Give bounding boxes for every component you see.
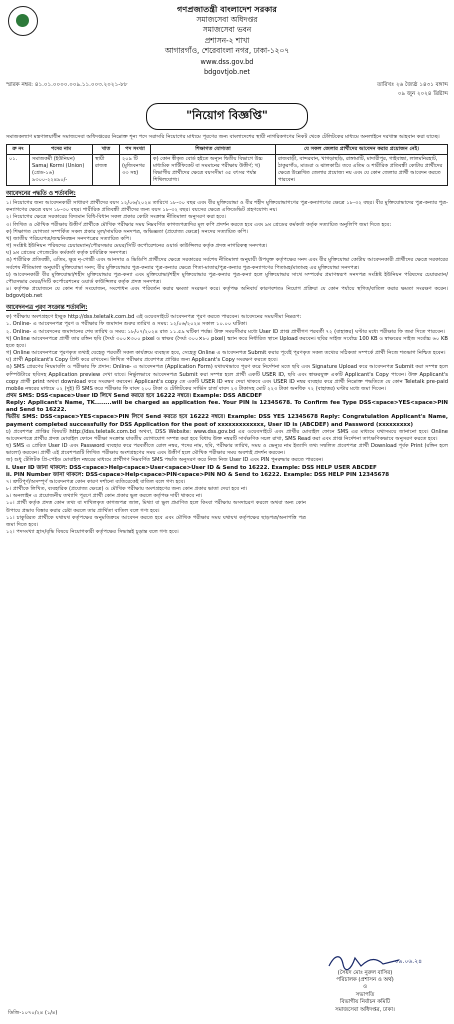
date-bangla: তারিখঃ ২৬ জ্যৈষ্ঠ ১৪৩১ বঙ্গাব্দ <box>377 81 448 88</box>
header-line4: প্রশাসন-২ শাখা <box>204 35 250 45</box>
office-header <box>6 4 448 78</box>
list-item: ৪। কর্তৃপক্ষ প্রয়োজনে যে কোন শর্ত সংযোজন, সংশোধন এবং পরিবর্তন করার ক্ষমতা সংরক্ষণ করে। কর্তৃপক্ষ অনিবার্য কারণবশতঃ নিয়োগ প্রক্রিয়া যে কোন পর্যায়ে স্থগিত/বাতিল করার ক্ষমতা সংরক্ষণ করেন। bdgovtjob.net <box>6 285 448 300</box>
committee-role: সভাপতি <box>355 991 375 998</box>
list-item: ১১। চাকুরিরত প্রার্থীকে যথাযথ কর্তৃপক্ষের অনুমতিক্রমে আবেদন করতে হবে এবং মৌখিক পরীক্ষার সময় যথাযথ কর্তৃপক্ষের ছাড়পত্র/অনাপত্তি পত্র জমা দিতে হবে। <box>6 514 306 528</box>
list-item: ঘ) প্রার্থী Applicant's Copy প্রিন্ট করে রাখবেন। লিখিত পরীক্ষার প্রবেশপত্র প্রাপ্তির জন্য Applicant's Copy সংরক্ষণ করতে হবে। <box>6 357 278 364</box>
sms-instruction: i. User ID জানা থাকলে: DSS<space>Help<space>User<space>User ID & Send to 16222. Example: DSS HELP USER ABCDEF <box>6 464 377 471</box>
list-item: চ) আবেদনকারী বীর মুক্তিযোদ্ধা/শহীদ মুক্তিযোদ্ধার পুত্র-কন্যা এবং মুক্তিযোদ্ধা/শহীদ মুক্তিযোদ্ধার পুত্র-কন্যার পুত্র-কন্যা হলে মুক্তিযোদ্ধার সাথে সম্পর্কের প্রমাণস্বরূপ সনদপত্র সংশ্লিষ্ট ইউনিয়ন পরিষদের চেয়ারম্যান/পৌরসভার মেয়র/সিটি কর্পোরেশনের ওয়ার্ড কাউন্সিলর কর্তৃক প্রদত্ত সনদপত্র। <box>6 271 448 285</box>
sector: স্থায়ী রাজস্ব <box>93 155 120 186</box>
list-item: গ) সংশ্লিষ্ট ইউনিয়ন পরিষদের চেয়ারম্যান/পৌরসভার মেয়র/সিটি কর্পোরেশনের ওয়ার্ড কাউন্সিলর কর্তৃক প্রদত্ত নাগরিকত্ব সনদপত্র। <box>6 243 268 250</box>
signature-block <box>290 950 440 1014</box>
signatory-and: ও <box>363 984 367 991</box>
table-header: খাত <box>93 145 120 155</box>
list-item: গ) Online আবেদনপত্রে পূরণকৃত তথ্যই যেহেতু পরবর্তী সকল কার্যক্রমে ব্যবহৃত হবে, সেহেতু Online এ আবেদনপত্র Submit করার পূর্বেই পূরণকৃত সকল তথ্যের সঠিকতা সম্পর্কে প্রার্থী নিজে শতভাগ নিশ্চিত হবেন। <box>6 350 446 357</box>
list-item: ঘ) ৯ম গ্রেডের গেজেটেড কর্মকর্তা কর্তৃক চারিত্রিক সনদপত্র। <box>6 250 128 257</box>
table-header: ক্র নং <box>7 145 30 155</box>
list-item: ৩। লিখিত ও মৌখিক পরীক্ষায় উত্তীর্ণ প্রার্থীকে মৌখিক পরীক্ষার সময় নিম্নবর্ণিত কাগজপত্রাদির মূল কপি প্রদর্শন করতে হবে এবং ৯ম গ্রেডের কর্মকর্তা কর্তৃক সত্যায়িত অনুলিপি জমা দিতে হবে: <box>6 221 392 228</box>
education-requirement: ক) কোন স্বীকৃত বোর্ড হইতে অন্যূন দ্বিতীয় বিভাগে উচ্চ মাধ্যমিক সার্টিফিকেট বা সমমানের পরীক্ষায় উত্তীর্ণ; খ) বিভাগীয় প্রার্থীদের ক্ষেত্রে বয়সসীমা ৩৫ বৎসর পর্যন্ত শিথিলযোগ্য। <box>151 155 276 186</box>
dg-footer-code: ডিজি-১০৭০/২৪ (১/৪) <box>8 1010 58 1016</box>
table-header: শিক্ষাগত যোগ্যতা <box>151 145 276 155</box>
section-title-conditions: আবেদনের পদ্ধতি ও শর্তাবলি: <box>6 191 76 198</box>
table-row <box>7 155 448 186</box>
list-item: ২. Online- এ আবেদনের জমাদানের শেষ তারিখ ও সময়: ১৮/০৭/২০২৪ রাত ১১.৫৯ ঘটিকা পর্যন্ত। উক্ত সময়সীমার মধ্যে User ID প্রাপ্ত প্রার্থীগণ পরবর্তী ৭২ (বাহাত্তর) ঘণ্টার মধ্যে পরীক্ষার ফি জমা দিতে পারবেন। <box>6 328 445 335</box>
header-line3: সমাজসেবা ভবন <box>202 25 252 34</box>
post-name: সমাজকর্মী (ইউনিয়ন) Samaj Kormi (Union) (গ্রেড-১৬) ৯৩০০-২২৪৯০/- <box>30 155 93 186</box>
reference-row <box>6 81 448 90</box>
list-item: খ) জাতীয় পরিচয়পত্র/জন্মনিবন্ধন সনদপত্রের সত্যায়িত কপি। <box>6 235 132 242</box>
table-header: পদ সংখ্যা <box>120 145 151 155</box>
signature-date: ০৯.০৬.২৪ <box>394 957 422 965</box>
header-line1: গণপ্রজাতন্ত্রী বাংলাদেশ সরকার <box>177 4 277 14</box>
header-line2: সমাজসেবা অধিদপ্তর <box>196 14 258 24</box>
website-link[interactable]: www.dss.gov.bd <box>200 57 254 66</box>
table-header-row <box>7 145 448 155</box>
government-seal-icon <box>8 6 38 36</box>
table-header: যে সকল জেলার প্রার্থীদের আবেদন করার প্রয়োজন নেই। <box>276 145 448 155</box>
date-english: ০৯ জুন ২০২৪ খ্রিষ্টাব্দ <box>397 90 448 97</box>
list-item: ক) শিক্ষাগত যোগ্যতা সম্পর্কিত সকল প্রকার মূল/সাময়িক সনদপত্র, অভিজ্ঞতা (প্রযোজ্য ক্ষেত্রে) সনদের সত্যায়িত কপি। <box>6 228 248 235</box>
page-title: "নিয়োগ বিজ্ঞপ্তি" <box>146 103 308 130</box>
list-item: ১০। প্রার্থী কর্তৃক প্রদত্ত কোন তথ্য বা দাখিলকৃত কাগজপত্র জাল, মিথ্যা বা ভুল প্রমাণিত হলে কিংবা পরীক্ষায় অসদাচরণ করলে অথবা অন্য কোন উপায়ে প্রভাব বিস্তার করার চেষ্টা করলে তার প্রার্থিতা বাতিল বলে গণ্য হবে। <box>6 500 306 514</box>
list-item: ১। নিয়োগের জন্য আবেদনকারী সাধারণ প্রার্থীদের বয়স ১২/০৬/২০২৪ তারিখে ১৮-৩০ বছর এবং বীর মুক্তিযোদ্ধা ও বীর শহীদ মুক্তিযোদ্ধাগণের পুত্র-কন্যাগণের ক্ষেত্রে ১৮-৩২ বছর। বীর মুক্তিযোদ্ধাদের পুত্র-কন্যার পুত্র-কন্যাগণের ক্ষেত্রে বয়স ১৮-৩০ বছর। শারীরিক প্রতিবন্ধী প্রার্থীদের জন্য বয়স ১৮-৩২ বছর। বয়সের ক্ষেত্রে এফিডেভিট গ্রহণযোগ্য নয়। <box>6 200 448 214</box>
memo-number: স্মারক নম্বর: ৪১.০১.০০০০.০০৯.১১.০০৩.২০২১-৮৮ <box>6 81 128 88</box>
list-item: ঙ) শারীরিক প্রতিবন্ধী, এতিম, ক্ষুদ্র নৃ-গোষ্ঠী এবং আনসার ও ভিডিপি প্রার্থীদের ক্ষেত্রে সরকারের সর্বশেষ নীতিমালা অনুযায়ী উপযুক্ত কর্তৃপক্ষের সনদ এবং বীর মুক্তিযোদ্ধা কোটায় আবেদনকারী প্রার্থীদের ক্ষেত্রে সরকারের সর্বশেষ নীতিমালা অনুযায়ী মুক্তিযোদ্ধা সনদ; বীর মুক্তিযোদ্ধার পুত্র-কন্যার পুত্র-কন্যার ক্ষেত্রে পিতা-মাতার/পুত্র-কন্যার পুত্র-কন্যাগণের পিতামহ/মাতামহ এর মুক্তিযোদ্ধা সনদপত্র। <box>6 257 448 271</box>
list-item: ২। নিয়োগের ক্ষেত্রে সরকারের বিদ্যমান বিধি-বিধান সকল প্রকার কোটা সংক্রান্ত নীতিমালা অনুসরণ করা হবে। <box>6 214 226 221</box>
row-number: ০১. <box>7 155 30 186</box>
sms-instruction: Reply: Applicant's Name, TK........will be charged as application fee. Your PIN is 12345678. To Confirm fee Type DSS<space>YES<space>PIN and Send to 16222. <box>6 400 448 414</box>
list-item: ৯। অনলাইন এ প্রয়োজনীয় তথ্যাদি পূরণে প্রার্থী কোন প্রকার ভুল করলে কর্তৃপক্ষ দায়ী থাকবে না। <box>6 493 203 500</box>
signatory-name: (সৈয়দ মোঃ নুরুল বাসির) <box>337 969 393 976</box>
list-item: ১২। পদসংখ্যা হ্রাস/বৃদ্ধি বিষয়ে নিয়োগকারী কর্তৃপক্ষের সিদ্ধান্তই চূড়ান্ত বলে গণ্য হবে। <box>6 528 179 535</box>
committee-office: সমাজসেবা অধিদপ্তর, ঢাকা। <box>335 1006 395 1013</box>
application-list <box>6 314 448 536</box>
list-item: ছ) SMS এ প্রেরিত User ID এবং Password ব্যবহার করে পরবর্তীতে রোল নম্বর, পদের নাম, ছবি, পরীক্ষার তারিখ, সময় ও ভেন্যুর নাম ইত্যাদি তথ্য সম্বলিত প্রবেশপত্র প্রার্থী Download পূর্বক Print (রঙ্গিন হলে ভালো) করবেন। প্রার্থী এই প্রবেশপত্রটি লিখিত পরীক্ষায় অংশগ্রহণের সময় এবং উত্তীর্ণ হলে মৌখিক পরীক্ষার সময় অবশ্যই প্রদর্শন করবেন। <box>6 443 448 457</box>
header-line5: আগারগাঁও, শেরেবাংলা নগর, ঢাকা-১২০৭ <box>164 46 290 55</box>
list-item: ৮। প্রার্থীকে লিখিত, ব্যবহারিক (প্রযোজ্য ক্ষেত্রে) ও মৌখিক পরীক্ষায় অংশগ্রহণের জন্য কোন প্রকার ভাতা দেয়া হবে না। <box>6 486 248 493</box>
sms-instruction: দ্বিতীয় SMS: DSS<space>YES<space>PIN লিখে Send করতে হবে 16222 নম্বরে। Example: DSS YES 12345678 Reply: Congratulation Applicant's Name, payment completed successfully for DSS Application for the post of xxxxxxxxxxxxx, User ID is (ABCDEF) and Password (xxxxxxxxx) <box>6 414 448 428</box>
list-item: খ) Online আবেদনপত্রে প্রার্থী তার রঙ্গিন ছবি (দৈর্ঘ্য ৩০০×৩০০ pixel ও স্বাক্ষর (দৈর্ঘ্য ৩০০×৮০ pixel) স্ক্যান করে নির্ধারিত স্থানে Upload করবেন। ছবির সাইজ সর্বোচ্চ 100 KB ও স্বাক্ষরের সাইজ সর্বোচ্চ ৬০ KB হতে হবে। <box>6 335 448 349</box>
list-item: ঙ) SMS প্রেরণের নিয়মাবলি ও পরীক্ষার ফি প্রদান: Online- এ আবেদনপত্র (Application Form) যথাযথভাবে পূরণ করে নির্দেশনা মতে ছবি এবং Signature Upload করে আবেদনপত্র Submit করা সম্পন্ন হলে কম্পিউটারে ছবিসহ Application preview দেখা যাবে। নির্ভুলভাবে আবেদনপত্র Submit করা সম্পন্ন হলে প্রার্থী একটি USER ID, ছবি এবং স্বাক্ষরযুক্ত একটি Applicant's Copy পাবেন। উক্ত Applicant's copy প্রার্থী print অথবা download করে সংরক্ষণ করবেন। Applicant's copy তে একটি USER ID নম্বর দেয়া থাকবে এবং USER ID নম্বর ব্যবহার করে প্রার্থী নিম্নোক্ত পদ্ধতিতে যে কোন Teletalk pre-paid mobile নম্বরের মাধ্যমে ০২ (দুই) টি SMS করে পরীক্ষার ফি বাবদ ২০০ টাকা ও টেলিটকের সার্ভিস চার্জ বাবদ ২৩ টাকাসহ মোট ২২৩ টাকা অনধিক ৭২ (বাহাত্তর) ঘণ্টার মধ্যে জমা দিবেন। <box>6 364 448 392</box>
list-item: জ) শুধু টেলিটক প্রি-পেইড মোবাইল নম্বরের মাধ্যমে প্রার্থীগণ নিম্নবর্ণিত SMS পদ্ধতি অনুসরণ করে নিজ নিজ User ID এবং PIN পুনরুদ্ধার করতে পারবেন। <box>6 457 324 464</box>
handwritten-signature-icon <box>290 950 440 970</box>
list-item: ৭। ত্রুটিপূর্ণ/অসম্পূর্ণ আবেদনপত্র কোন কারণ দর্শানো ব্যতিরেকেই বাতিল বলে গণ্য হবে। <box>6 478 186 485</box>
signatory-designation: পরিচালক (প্রশাসন ও অর্থ) <box>336 976 394 983</box>
table-header: পদের নাম <box>30 145 93 155</box>
list-item: ১. Online- এ আবেদনপত্র পূরণ ও পরীক্ষার ফি জমাদান শুরুর তারিখ ও সময়: ১২/০৬/২০২৪ সকাল ১০.০০ ঘটিকা। <box>6 321 248 328</box>
section-title-application: আবেদনপত্র পূরণ সংক্রান্ত শর্তাবলি: <box>6 305 88 312</box>
excluded-districts: রাজবাড়ী, বান্দরবান, খাগড়াছড়ি, রাঙ্গামাটি, মাদারীপুর, গাইবান্ধা, লালমনিরহাট, ঠাকুরগাঁও, মাগুরা ও ঝালকাঠি। তবে এতিম ও শারীরিক প্রতিবন্ধী কোটায় প্রার্থীদের ক্ষেত্রে উল্লেখিত জেলার প্রযোজ্য নয় এবং যে কোন জেলার প্রার্থী আবেদন করতে পারবেন। <box>276 155 448 186</box>
post-count: ২০৯ টি (মুজিবনগর ৩৩ সহ) <box>120 155 151 186</box>
committee-name: বিভাগীয় নির্বাচন কমিটি <box>339 999 391 1006</box>
vacancy-table <box>6 144 448 186</box>
sms-instruction: প্রথম SMS: DSS<space>User ID লিখে Send করতে হবে 16222 নম্বরে। Example: DSS ABCDEF <box>6 393 263 399</box>
watermark-site: bdgovtjob.net <box>203 68 251 76</box>
conditions-list <box>6 200 448 300</box>
list-item: ক) পরীক্ষায় অংশগ্রহণে ইচ্ছুক http://dss.teletalk.com.bd এই ওয়েবসাইটে আবেদনপত্র পূরণ করতে পারবেন। আবেদনের সময়সীমা নিম্নরূপ: <box>6 314 302 321</box>
sms-instruction: ii. PIN Number জানা থাকলে: DSS<space>Help<space>PIN<space>PIN NO & Send to 16222. Example: DSS HELP PIN 12345678 <box>6 471 390 478</box>
list-item: চ) প্রবেশপত্র প্রাপ্তির বিষয়টি http://dss.teletalk.com.bd অথবা, DSS Website: www.dss.gov.bd এর ওয়েবসাইটে এবং প্রার্থীর মোবাইল ফোনে SMS এর মাধ্যমে যথাসময়ে জানানো হবে। Online আবেদনপত্রে প্রার্থীর প্রদত্ত মোবাইল ফোনে পরীক্ষা সংক্রান্ত যাবতীয় যোগাযোগ সম্পন্ন করা হবে বিধায় উক্ত নম্বরটি সার্বক্ষণিক সচল রাখা, SMS Read করা এবং প্রাপ্ত নির্দেশনা তাৎক্ষণিকভাবে অনুসরণ করতে হবে। <box>6 428 448 442</box>
intro-text: সমাজকল্যাণ মন্ত্রণালয়াধীন সমাজসেবা অধিদপ্তরের নিম্নোক্ত শূন্য পদে সরাসরি নিয়োগের মাধ্যমে পূরণের জন্য বাংলাদেশের স্থায়ী নাগরিকগণের নিকট থেকে টেলিটকের মাধ্যমে অনলাইনে দরখাস্ত আহবান করা যাচ্ছে। <box>6 133 440 140</box>
